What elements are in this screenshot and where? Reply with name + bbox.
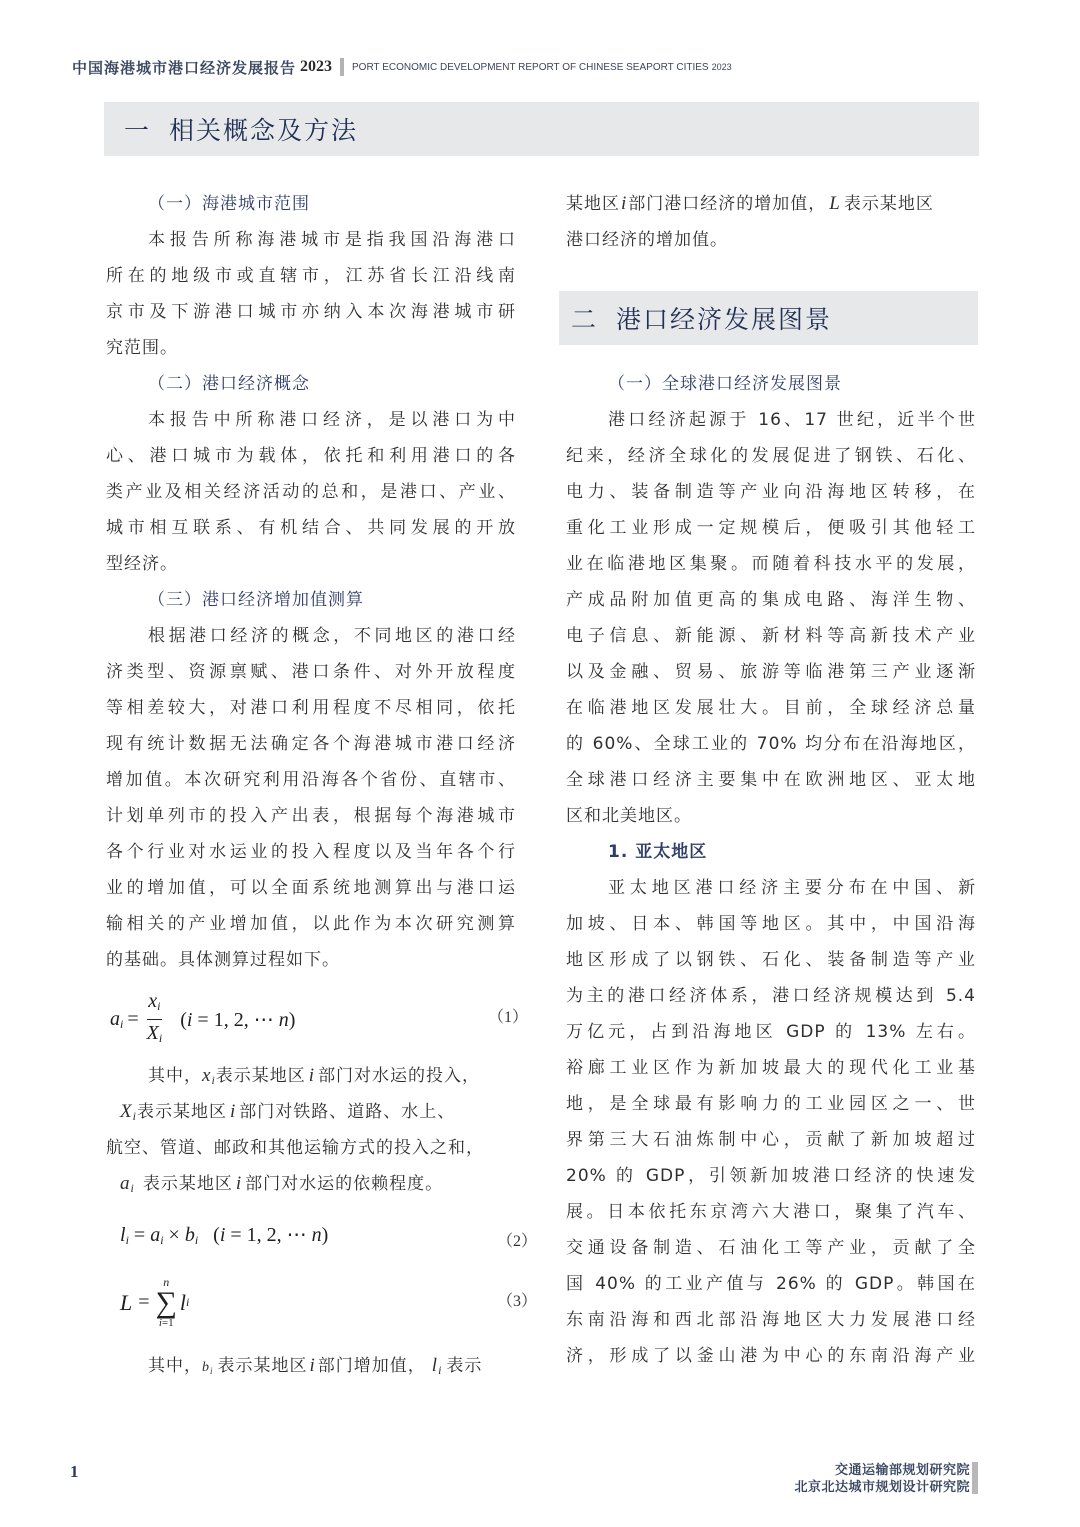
text-line: 本报告中所称港口经济，是以港口为中	[148, 410, 516, 430]
footer-divider	[972, 1462, 978, 1494]
section-1-number: 一	[124, 116, 152, 145]
equation-2-label: （2）	[497, 1233, 538, 1250]
text-line: 的 60%、全球工业的 70% 均分布在沿海地区，	[566, 734, 976, 754]
text-line: 加坡、日本、韩国等地区。其中，中国沿海	[566, 914, 976, 934]
text-line: 港口经济起源于 16、17 世纪，近半个世	[608, 410, 976, 430]
running-header	[72, 56, 732, 78]
section-1-title: 相关概念及方法	[169, 116, 359, 145]
text-line: 计划单列市的投入产出表，根据每个海港城市	[106, 806, 516, 826]
section-2-title: 港口经济发展图景	[616, 305, 833, 334]
text-line: 京市及下游港口城市亦纳入本次海港城市研	[106, 302, 516, 322]
header-divider	[340, 58, 344, 76]
equation-3-label: （3）	[497, 1293, 538, 1310]
text-line: 根据港口经济的概念，不同地区的港口经	[148, 626, 516, 646]
text-line: 城市相互联系、有机结合、共同发展的开放	[106, 518, 516, 538]
text-line: 各个行业对水运业的投入程度以及当年各个行	[106, 842, 516, 862]
section-1-heading	[104, 102, 979, 156]
footer-org-2: 北京北达城市规划设计研究院	[794, 1480, 970, 1495]
subsection-heading: （一）全球港口经济发展图景	[608, 374, 842, 394]
footer-org-1: 交通运输部规划研究院	[834, 1463, 970, 1478]
text-line: 交通设备制造、石油化工等产业，贡献了全	[566, 1238, 976, 1258]
subsection-heading: （二）港口经济概念	[148, 374, 310, 394]
equation-3: L = n ∑ i=1 l i	[120, 1275, 190, 1329]
text-line: 究范围。	[106, 338, 178, 358]
text-line: 为主的港口经济体系，港口经济规模达到 5.4	[566, 986, 976, 1006]
text-line: 裕廊工业区作为新加坡最大的现代化工业基	[566, 1058, 976, 1078]
text-line: 产成品附加值更高的集成电路、海洋生物、	[566, 590, 976, 610]
text-line: 济，形成了以釜山港为中心的东南沿海产业	[566, 1346, 976, 1366]
text-line: 本报告所称海港城市是指我国沿海港口	[148, 230, 516, 250]
text-line: 地区形成了以钢铁、石化、装备制造等产业	[566, 950, 976, 970]
subsection-heading: （一）海港城市范围	[148, 194, 310, 214]
text-line: 展。日本依托东京湾六大港口，聚集了汽车、	[566, 1202, 976, 1222]
report-year: 2023	[300, 58, 333, 75]
text-line: 港口经济的增加值。	[566, 230, 728, 250]
text-line: 其中，xi表示某地区 i 部门对水运的投入，	[148, 1065, 481, 1087]
subsection-heading: 1. 亚太地区	[608, 842, 708, 862]
section-2-heading	[559, 291, 978, 345]
text-line: 现有统计数据无法确定各个海港城市港口经济	[106, 734, 516, 754]
equation-1: ai = $\frac{xi}{Xi}$ (i = 1, 2, ⋯ n)	[110, 990, 296, 1045]
text-line: 等相差较大，对港口利用程度不尽相同，依托	[106, 698, 516, 718]
text-line: 万亿元，占到沿海地区 GDP 的 13% 左右。	[566, 1022, 976, 1042]
text-line: 区和北美地区。	[566, 806, 692, 826]
text-line: 心、港口城市为载体，依托和利用港口的各	[106, 446, 516, 466]
text-line: 输相关的产业增加值，以此作为本次研究测算	[106, 914, 516, 934]
text-line: 型经济。	[106, 554, 178, 574]
report-year-en: 2023	[711, 62, 732, 72]
text-line: 业的增加值，可以全面系统地测算出与港口运	[106, 878, 516, 898]
equation-2: li = ai × bi (i = 1, 2, ⋯ n)	[120, 1224, 329, 1247]
text-line: 的基础。具体测算过程如下。	[106, 950, 340, 970]
right-column-text	[566, 366, 976, 1374]
text-line: 地，是全球最有影响力的工业园区之一、世	[566, 1094, 976, 1114]
section-2-number: 二	[571, 305, 599, 334]
text-line: 纪来，经济全球化的发展促进了钢铁、石化、	[566, 446, 976, 466]
text-line: 业在临港地区集聚。而随着科技水平的发展，	[566, 554, 976, 574]
equation-1-label: （1）	[488, 1009, 529, 1026]
page-number: 1	[70, 1462, 79, 1481]
text-line: 全球港口经济主要集中在欧洲地区、亚太地	[566, 770, 976, 790]
text-line: 20% 的 GDP，引领新加坡港口经济的快速发	[566, 1166, 976, 1186]
text-line: 航空、管道、邮政和其他运输方式的投入之和，	[106, 1138, 484, 1158]
equation-explanation	[106, 1058, 484, 1202]
text-line: 类产业及相关经济活动的总和，是港口、产业、	[106, 482, 516, 502]
report-title-zh: 中国海港城市港口经济发展报告	[72, 58, 297, 77]
text-line: 界第三大石油炼制中心，贡献了新加坡超过	[566, 1130, 976, 1150]
text-line: 国 40% 的工业产值与 26% 的 GDP。韩国在	[566, 1274, 976, 1294]
subsection-heading: （三）港口经济增加值测算	[148, 590, 364, 610]
text-line: Xi表示某地区 i 部门对铁路、道路、水上、	[120, 1101, 456, 1123]
equation-explanation-2	[106, 1348, 482, 1384]
report-title-en: PORT ECONOMIC DEVELOPMENT REPORT OF CHINESE SEAPORT CITIES	[352, 61, 709, 73]
text-line: 所在的地级市或直辖市，江苏省长江沿线南	[106, 266, 516, 286]
text-line: 东南沿海和西北部沿海地区大力发展港口经	[566, 1310, 976, 1330]
text-line: 电力、装备制造等产业向沿海地区转移，在	[566, 482, 976, 502]
text-line: 以及金融、贸易、旅游等临港第三产业逐渐	[566, 662, 976, 682]
text-line: 亚太地区港口经济主要分布在中国、新	[608, 878, 976, 898]
text-line: ai 表示某地区 i 部门对水运的依赖程度。	[120, 1173, 444, 1195]
text-line: 在临港地区发展壮大。目前，全球经济总量	[566, 698, 976, 718]
text-line: 电子信息、新能源、新材料等高新技术产业	[566, 626, 976, 646]
text-line: 某地区i部门港口经济的增加值， L 表示某地区	[566, 193, 934, 214]
text-line: 济类型、资源禀赋、港口条件、对外开放程度	[106, 662, 516, 682]
right-column-continuation	[566, 186, 976, 258]
left-column-text	[106, 186, 516, 978]
text-line: 其中，bi 表示某地区 i 部门增加值， li 表示	[148, 1355, 483, 1377]
footer-organizations	[794, 1462, 970, 1496]
text-line: 增加值。本次研究利用沿海各个省份、直辖市、	[106, 770, 516, 790]
text-line: 重化工业形成一定规模后，便吸引其他轻工	[566, 518, 976, 538]
